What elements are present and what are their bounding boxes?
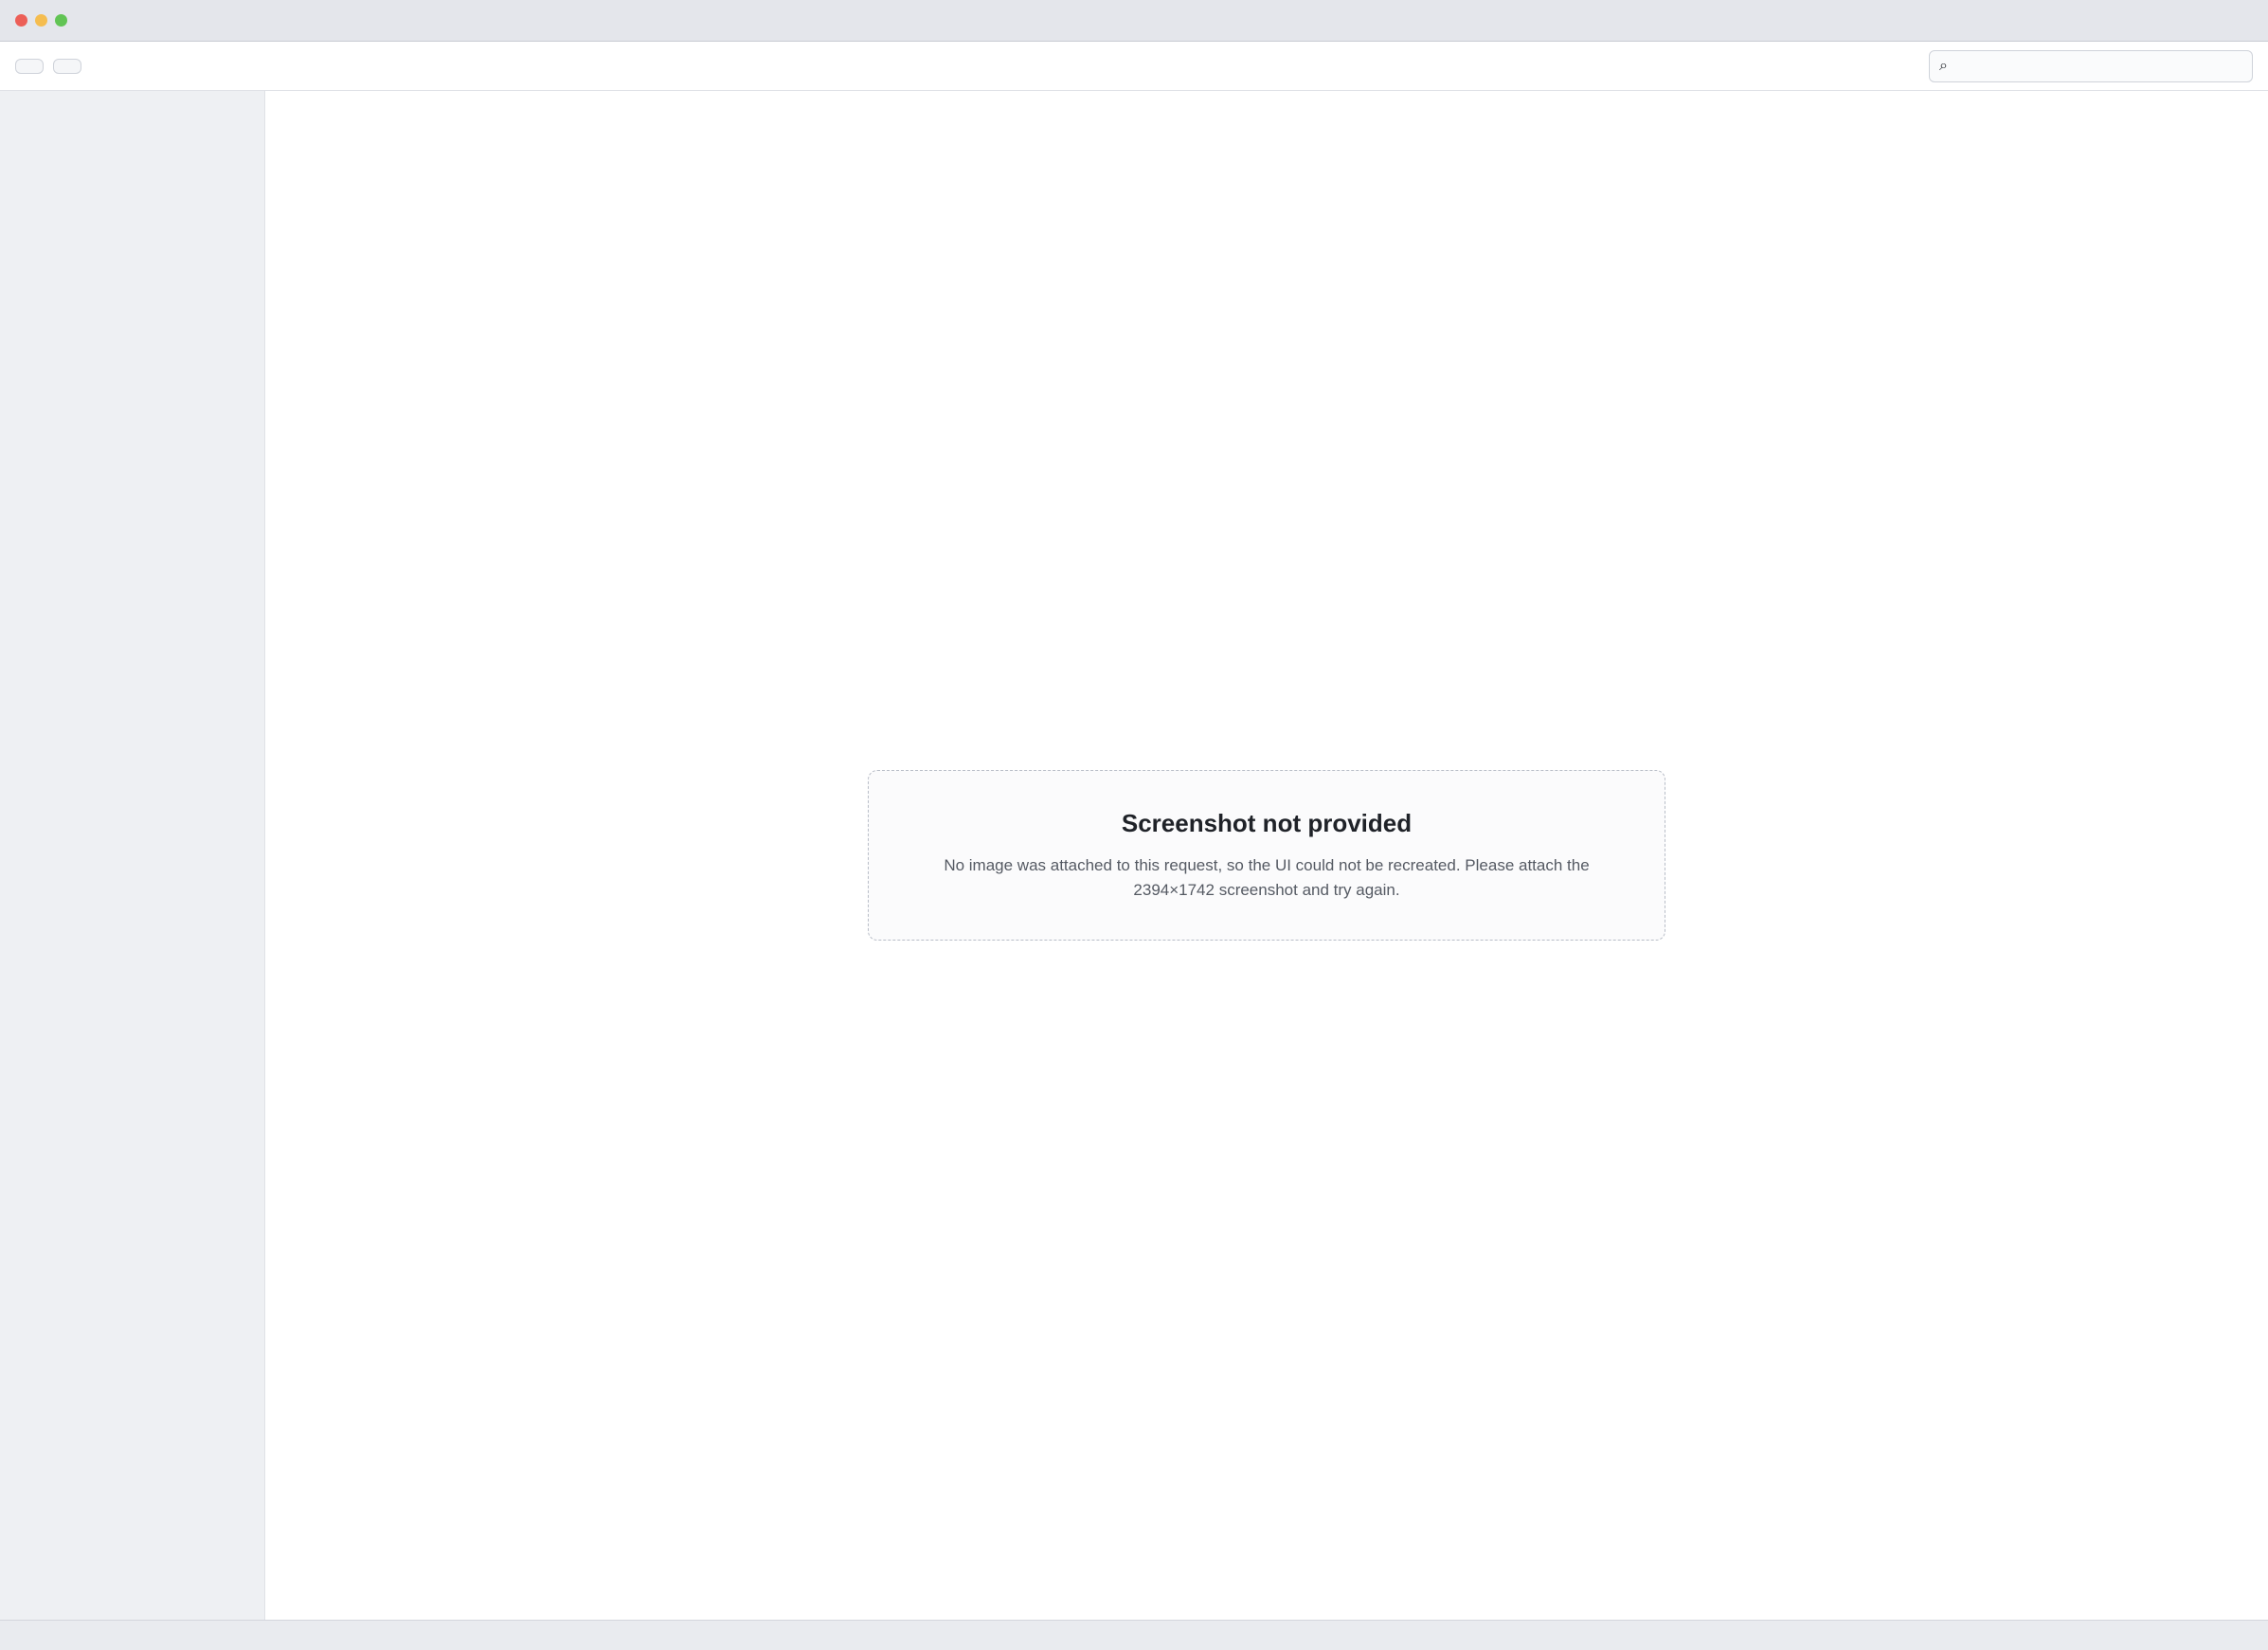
sidebar: [0, 91, 265, 1620]
search-input[interactable]: [1953, 58, 2242, 75]
content-area: [0, 91, 2268, 1620]
notice-title: Screenshot not provided: [1121, 809, 1413, 837]
notice-text: No image was attached to this request, so the UI could not be recreated. Please attach the 2394×1742 screenshot and try again.: [944, 856, 1590, 899]
maximize-icon[interactable]: [55, 14, 67, 27]
status-bar: [0, 1620, 2268, 1650]
forward-button[interactable]: [53, 59, 81, 74]
search-icon: ⌕: [1939, 57, 1948, 74]
window-controls: [15, 14, 67, 27]
minimize-icon[interactable]: [35, 14, 47, 27]
title-bar: [0, 0, 2268, 42]
close-icon[interactable]: [15, 14, 27, 27]
back-button[interactable]: [15, 59, 44, 74]
search-box: [1929, 50, 2253, 82]
toolbar: [0, 42, 2268, 91]
notice-card: [868, 770, 1665, 941]
main-panel: [265, 91, 2268, 1620]
